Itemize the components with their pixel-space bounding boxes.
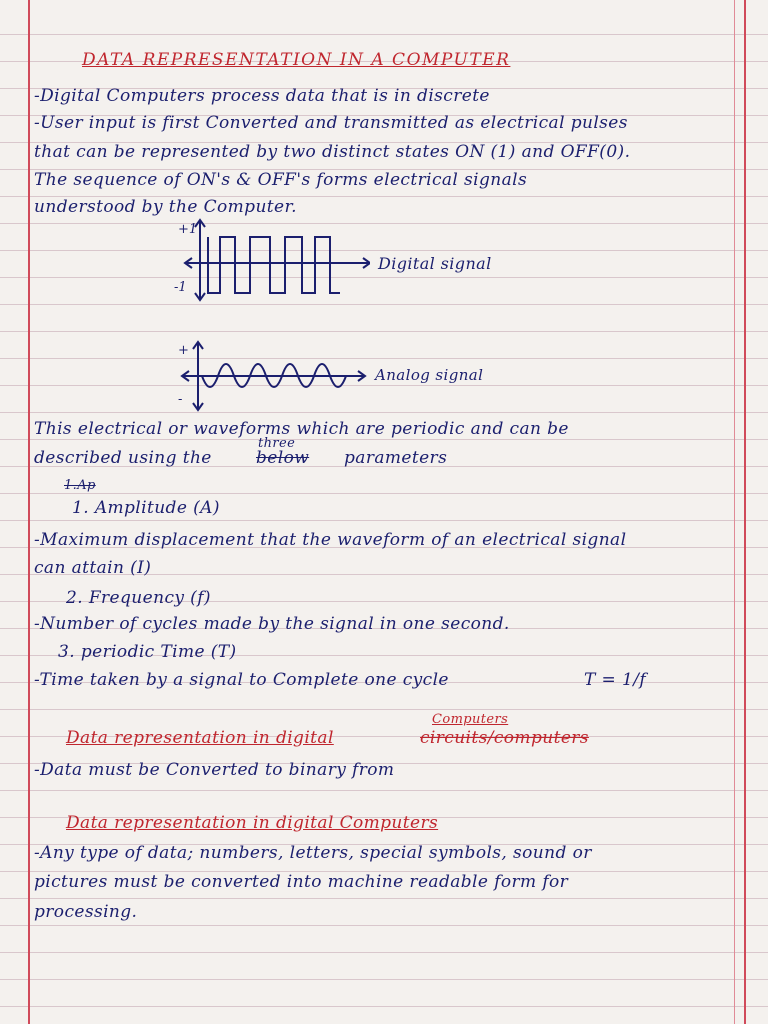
- intro-line-2: -User input is first Converted and transmitted as electrical pulses: [34, 113, 628, 133]
- section-1-heading: Data representation in digital: [66, 728, 334, 748]
- page-title: DATA REPRESENTATION IN A COMPUTER: [82, 50, 511, 70]
- left-margin-line: [28, 0, 30, 1024]
- digital-square-wave: [208, 237, 340, 293]
- param-3-heading: 3. periodic Time (T): [58, 642, 237, 662]
- intro-line-5: understood by the Computer.: [34, 197, 297, 217]
- digital-y-top-label: +1: [178, 222, 198, 237]
- right-margin-line: [744, 0, 746, 1024]
- param-2-desc-1: -Number of cycles made by the signal in one second.: [34, 614, 510, 634]
- section-2-line-3: processing.: [34, 902, 138, 922]
- analog-y-bottom-label: -: [178, 392, 183, 407]
- waveform-inserted-word: three: [258, 436, 296, 451]
- section-1-struck-words: circuits/computers: [420, 728, 589, 748]
- waveform-line-1: This electrical or waveforms which are periodic and can be: [34, 419, 569, 439]
- waveform-struck-word: below: [256, 448, 310, 468]
- param-1-heading: 1. Amplitude (A): [72, 498, 220, 518]
- intro-line-4: The sequence of ON's & OFF's forms electrical signals: [34, 170, 528, 190]
- section-2-line-2: pictures must be converted into machine readable form for: [34, 872, 569, 892]
- crossed-note: 1.Ap: [64, 478, 96, 493]
- section-1-line: -Data must be Converted to binary from: [34, 760, 395, 780]
- digital-y-bottom-label: -1: [174, 280, 187, 295]
- analog-y-top-label: +: [178, 343, 189, 358]
- waveform-line-2-end: parameters: [344, 448, 448, 468]
- section-2-heading: Data representation in digital Computers: [66, 813, 439, 833]
- section-2-line-1: -Any type of data; numbers, letters, special symbols, sound or: [34, 843, 592, 863]
- param-1-desc-2: can attain (I): [34, 558, 152, 578]
- param-3-desc-1: -Time taken by a signal to Complete one cycle: [34, 670, 449, 690]
- section-1-inserted-word: Computers: [432, 712, 509, 727]
- param-1-desc-1: -Maximum displacement that the waveform of an electrical signal: [34, 530, 627, 550]
- digital-signal-label: Digital signal: [378, 254, 492, 273]
- period-formula: T = 1/f: [584, 670, 647, 690]
- right-margin-line-inner: [734, 0, 735, 1024]
- digital-signal-diagram: [170, 215, 370, 305]
- param-2-heading: 2. Frequency (f): [66, 588, 211, 608]
- waveform-line-2-start: described using the: [34, 448, 212, 468]
- analog-signal-label: Analog signal: [375, 366, 484, 384]
- analog-signal-diagram: [170, 338, 370, 413]
- intro-line-1: -Digital Computers process data that is in discrete: [34, 86, 490, 106]
- intro-line-3: that can be represented by two distinct states ON (1) and OFF(0).: [34, 142, 631, 162]
